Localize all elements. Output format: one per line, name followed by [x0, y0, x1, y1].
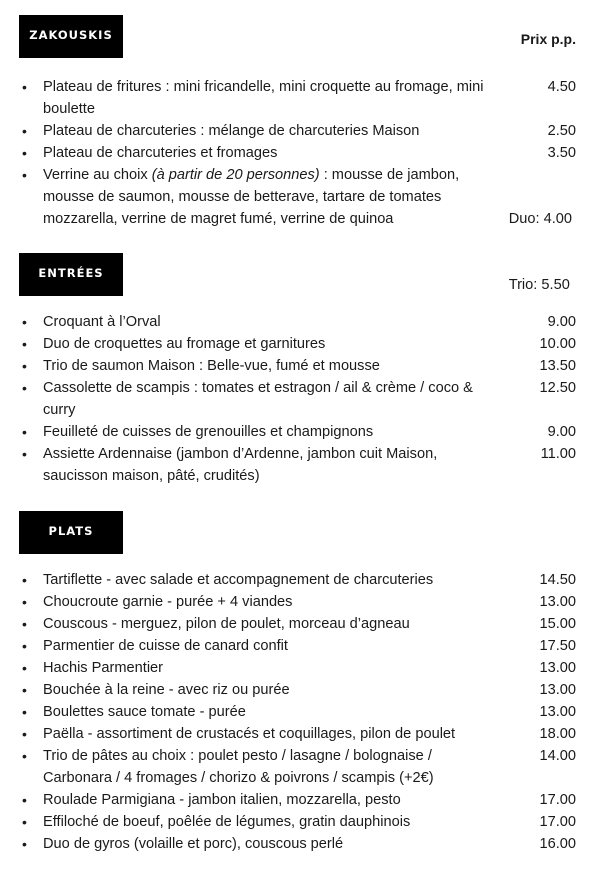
list-item: [0, 569, 604, 591]
list-item: [0, 723, 604, 745]
item-price: 4.50: [547, 79, 576, 95]
item-price: 10.00: [539, 336, 576, 352]
item-price-duo: Duo: 4.00: [508, 211, 572, 227]
item-price: 13.00: [539, 704, 576, 720]
item-name: Bouchée à la reine - avec riz ou purée: [43, 682, 290, 698]
plats-list: [0, 569, 604, 855]
item-name: Plateau de charcuteries et fromages: [43, 145, 278, 161]
item-name: Choucroute garnie - purée + 4 viandes: [43, 594, 293, 610]
list-item: [0, 613, 604, 635]
item-name: Duo de gyros (volaille et porc), couscous perlé: [43, 836, 344, 852]
price-column-header: Prix p.p.: [520, 31, 576, 47]
item-price: 9.00: [547, 424, 576, 440]
item-name-start: Verrine au choix: [43, 167, 152, 183]
list-item: [0, 443, 604, 487]
item-price: 18.00: [539, 726, 576, 742]
item-price: 13.50: [539, 358, 576, 374]
item-name: Couscous - merguez, pilon de poulet, morceau d’agneau: [43, 616, 410, 632]
item-name: Croquant à l’Orval: [43, 314, 161, 330]
item-price: 14.50: [539, 572, 576, 588]
item-name: Hachis Parmentier: [43, 660, 164, 676]
list-item: [0, 142, 604, 164]
section-title-zakouskis: ZAKOUSKIS: [19, 15, 123, 58]
item-name: Trio de pâtes au choix : poulet pesto / lasagne / bolognaise / Carbonara / 4 fromages / chorizo & poivrons / scampis (+2€): [43, 748, 434, 786]
item-name: Duo de croquettes au fromage et garnitures: [43, 336, 326, 352]
item-name: Parmentier de cuisse de canard confit: [43, 638, 288, 654]
item-price-trio: Trio: 5.50: [508, 277, 570, 293]
list-item: [0, 745, 604, 789]
item-name: Feuilleté de cuisses de grenouilles et champignons: [43, 424, 374, 440]
item-price: 2.50: [547, 123, 576, 139]
item-price: 14.00: [539, 748, 576, 764]
item-price: 16.00: [539, 836, 576, 852]
item-name-note: (à partir de 20 personnes): [151, 167, 320, 183]
item-name: Tartiflette - avec salade et accompagnement de charcuteries: [43, 572, 434, 588]
item-price: 17.50: [539, 638, 576, 654]
item-name-end: : mousse de jambon, mousse de saumon, mousse de betterave, tartare de tomates mozzarella, verrine de magret fumé, verrine de quinoa: [43, 167, 460, 227]
item-name: Assiette Ardennaise (jambon d’Ardenne, jambon cuit Maison, saucisson maison, pâté, crudités): [43, 446, 438, 484]
item-price: 13.00: [539, 660, 576, 676]
entrees-list: [0, 311, 604, 487]
item-price: 12.50: [539, 380, 576, 396]
item-name: Roulade Parmigiana - jambon italien, mozzarella, pesto: [43, 792, 401, 808]
list-item: [0, 333, 604, 355]
item-name: Paëlla - assortiment de crustacés et coquillages, pilon de poulet: [43, 726, 456, 742]
item-price: 3.50: [547, 145, 576, 161]
section-title-plats: PLATS: [19, 511, 123, 554]
list-item: [0, 355, 604, 377]
item-name: Trio de saumon Maison : Belle-vue, fumé et mousse: [43, 358, 380, 374]
list-item: [0, 377, 604, 421]
item-price: 17.00: [539, 814, 576, 830]
item-price: 13.00: [539, 682, 576, 698]
list-item: [0, 591, 604, 613]
list-item: [0, 833, 604, 855]
list-item: [0, 311, 604, 333]
item-name: [43, 167, 459, 227]
item-price: 13.00: [539, 594, 576, 610]
section-title-entrees: ENTRÉES: [19, 253, 123, 296]
list-item: [0, 421, 604, 443]
item-price: 17.00: [539, 792, 576, 808]
item-name: Effiloché de boeuf, poêlée de légumes, gratin dauphinois: [43, 814, 411, 830]
item-price: 11.00: [540, 446, 576, 462]
list-item: [0, 701, 604, 723]
list-item: [0, 635, 604, 657]
item-name: Plateau de fritures : mini fricandelle, mini croquette au fromage, mini boulette: [43, 79, 484, 117]
item-name: Boulettes sauce tomate - purée: [43, 704, 246, 720]
item-name: Plateau de charcuteries : mélange de charcuteries Maison: [43, 123, 420, 139]
list-item: [0, 657, 604, 679]
list-item: [0, 789, 604, 811]
item-name: Cassolette de scampis : tomates et estragon / ail & crème / coco & curry: [43, 380, 473, 418]
list-item: [0, 120, 604, 142]
list-item: [0, 76, 604, 120]
item-price: 9.00: [547, 314, 576, 330]
list-item: [0, 811, 604, 833]
list-item: [0, 679, 604, 701]
item-price: 15.00: [539, 616, 576, 632]
